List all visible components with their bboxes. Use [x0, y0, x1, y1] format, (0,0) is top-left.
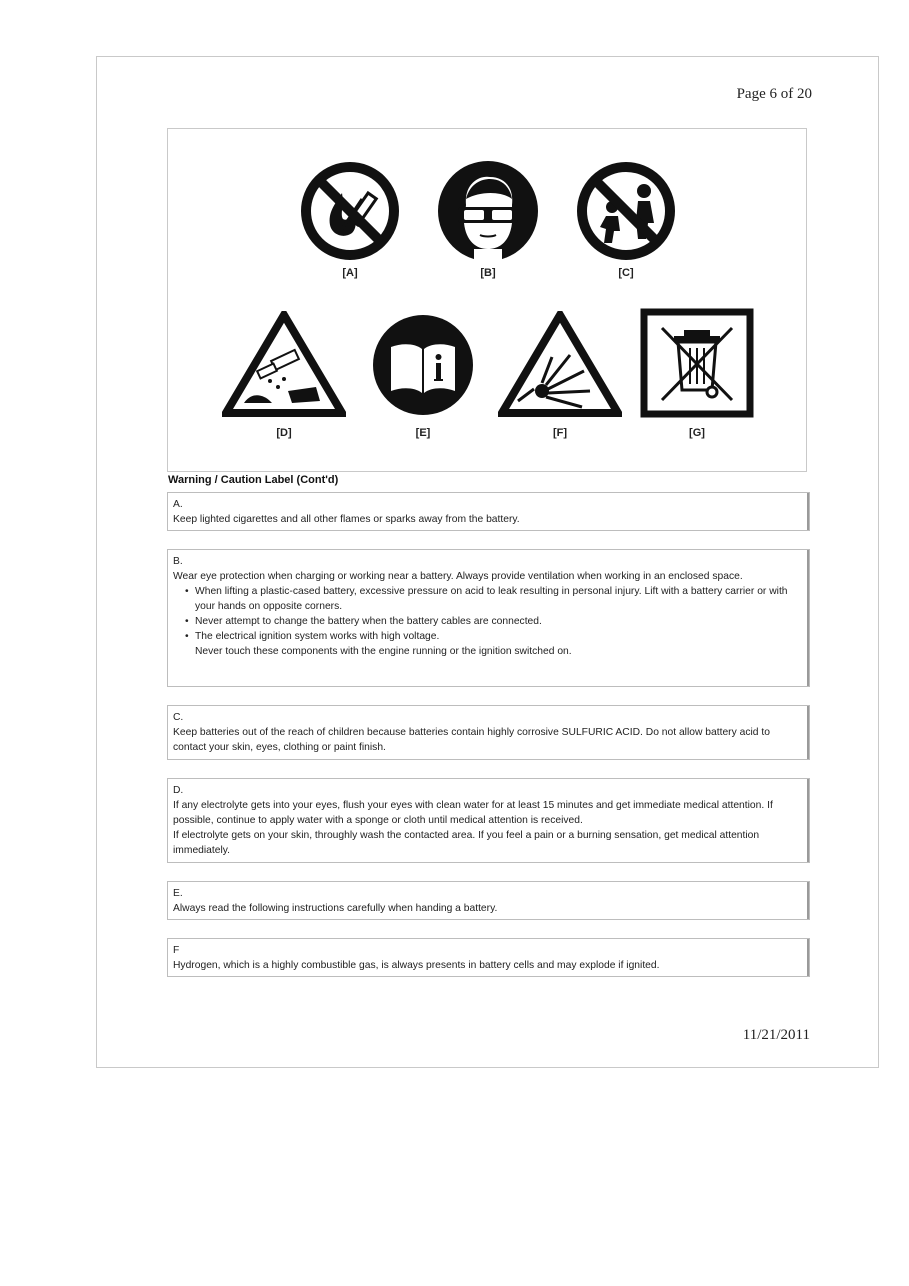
section-f-label: F: [173, 945, 180, 956]
section-b-label: B.: [173, 556, 183, 567]
footer-date: 11/21/2011: [742, 1027, 810, 1043]
no-flames-icon: [298, 161, 402, 265]
eye-protection-icon: [436, 161, 540, 265]
symbol-a-caption: [A]: [342, 267, 358, 279]
section-f-text: Hydrogen, which is a highly combustible gas, is always presents in battery cells and may explode if ignited.: [173, 960, 660, 971]
symbol-d-caption: [D]: [276, 427, 292, 439]
section-b-extra: Never touch these components with the engine running or the ignition switched on.: [195, 646, 572, 657]
section-e-text: Always read the following instructions carefully when handing a battery.: [173, 903, 498, 914]
symbol-b: [436, 161, 540, 281]
page-number: Page 6 of 20: [736, 86, 812, 102]
keep-children-away-icon: [574, 161, 678, 265]
list-item: • The electrical ignition system works with high voltage.: [183, 629, 803, 644]
no-trash-disposal-icon: [640, 308, 754, 418]
section-heading: Warning / Caution Label (Cont'd): [168, 474, 339, 486]
section-b-text: Wear eye protection when charging or working near a battery. Always provide ventilation when working in an enclosed space.: [173, 571, 743, 582]
symbol-d: [222, 311, 346, 441]
section-d-text2: If electrolyte gets on your skin, throughly wash the contacted area. If you feel a pain or a burning sensation, get medical attention immediately.: [173, 830, 760, 856]
section-a-label: A.: [173, 499, 183, 510]
symbol-e: [371, 315, 475, 441]
section-c-label: C.: [173, 712, 184, 723]
section-b-bullets: [173, 584, 803, 644]
section-e-label: E.: [173, 888, 183, 899]
symbol-b-caption: [B]: [480, 267, 496, 279]
section-d-text: If any electrolyte gets into your eyes, flush your eyes with clean water for at least 15 minutes and get immediate medical attention. If possible, continue to apply water with a sponge or cloth until medical attention is received.: [173, 800, 773, 826]
section-a-text: Keep lighted cigarettes and all other flames or sparks away from the battery.: [173, 514, 520, 525]
symbol-f-caption: [F]: [552, 427, 568, 439]
section-a: [167, 492, 810, 531]
section-e: [167, 881, 810, 920]
read-manual-icon: [371, 315, 475, 419]
symbol-g-caption: [G]: [689, 427, 705, 439]
list-item: • When lifting a plastic-cased battery, excessive pressure on acid to leak resulting in personal injury. Lift with a battery carrier or with your hands on opposite corners.: [183, 584, 803, 614]
section-f: [167, 938, 810, 977]
section-d: [167, 778, 810, 863]
symbol-f: [498, 311, 622, 441]
symbol-c: [574, 161, 678, 281]
explosive-warning-icon: [498, 311, 622, 417]
section-d-label: D.: [173, 785, 184, 796]
section-b: [167, 549, 810, 687]
symbol-c-caption: [C]: [618, 267, 634, 279]
section-c-text: Keep batteries out of the reach of children because batteries contain highly corrosive SULFURIC ACID. Do not allow battery acid to contact your skin, eyes, clothing or paint finish.: [173, 727, 770, 753]
section-c: [167, 705, 810, 760]
symbol-g: [640, 308, 754, 441]
corrosive-warning-icon: [222, 311, 346, 417]
list-item: • Never attempt to change the battery when the battery cables are connected.: [183, 614, 803, 629]
symbol-a: [298, 161, 402, 281]
warning-symbols-figure: [167, 128, 807, 472]
symbol-e-caption: [E]: [415, 427, 431, 439]
